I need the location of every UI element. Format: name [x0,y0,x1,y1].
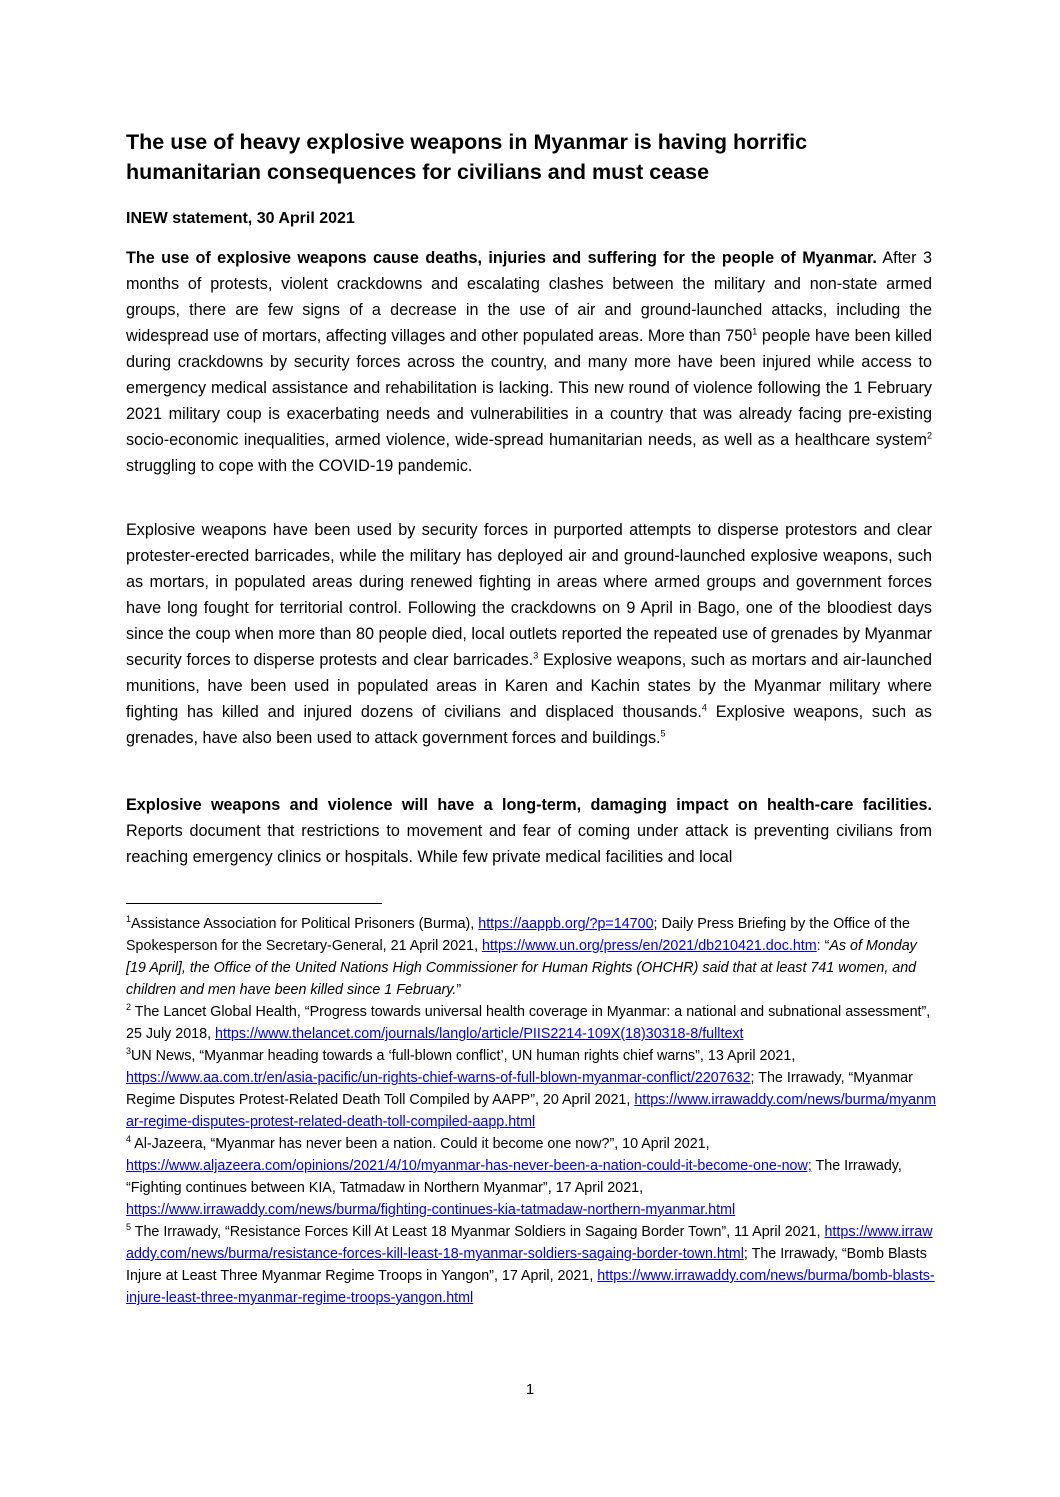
paragraph-2 [126,517,932,751]
footnote-1-text-d: ” [456,982,462,998]
footnote-1 [126,913,936,1001]
footnote-1-text-a: Assistance Association for Political Prisoners (Burma), [131,916,479,932]
footnote-ref-3[interactable]: 3 [533,650,539,661]
paragraph-3-text-a: Reports document that restrictions to movement and fear of coming under attack is preventing civilians from reaching emergency clinics or hospitals. While few private medical facilities and local [126,822,932,866]
footnote-ref-4[interactable]: 4 [701,702,707,713]
footnote-3-number: 3 [126,1046,132,1057]
footnote-5-link-irrawaddy-yangon[interactable]: https://www.irrawaddy.com/news/burma/bomb-blasts-injure-least-three-myanmar-regime-troops-yangon.html [126,1268,935,1306]
footnote-1-number: 1 [126,914,132,925]
paragraph-2-text-c: Explosive weapons, such as grenades, have also been used to attack government forces and buildings. [126,703,932,747]
footnote-3-link-irrawaddy[interactable]: https://www.irrawaddy.com/news/burma/myanmar-regime-disputes-protest-related-death-toll-compiled-aapp.html [126,1092,936,1130]
footnote-ref-2[interactable]: 2 [926,430,932,441]
footnote-2-link-lancet[interactable]: https://www.thelancet.com/journals/langlo/article/PIIS2214-109X(18)30318-8/fulltext [215,1026,744,1042]
footnote-ref-1[interactable]: 1 [752,326,758,337]
footnote-5-number: 5 [126,1222,132,1233]
footnote-3 [126,1045,936,1133]
footnote-4 [126,1133,936,1221]
footnote-2 [126,1001,936,1045]
paragraph-2-text-b: Explosive weapons, such as mortars and air-launched munitions, have been used in populated areas in Karen and Kachin states by the Myanmar military where fighting has killed and injured dozens of civilians and displaced thousands. [126,651,932,721]
footnote-separator [126,903,382,904]
paragraph-1-lead: The use of explosive weapons cause deaths, injuries and suffering for the people of Myanmar. [126,249,877,267]
footnote-5-text-a: The Irrawady, “Resistance Forces Kill At Least 18 Myanmar Soldiers in Sagaing Border Town”, 11 April 2021, [131,1224,825,1240]
footnote-3-link-aa[interactable]: https://www.aa.com.tr/en/asia-pacific/un-rights-chief-warns-of-full-blown-myanmar-conflict/2207632 [126,1070,751,1086]
footnote-1-quote: As of Monday [19 April], the Office of the United Nations High Commissioner for Human Rights (OHCHR) said that at least 741 women, and children and men have been killed since 1 February. [126,938,917,998]
footnotes-section [126,913,936,1309]
paragraph-1-text-a: After 3 months of protests, violent crackdowns and escalating clashes between the military and non-state armed groups, there are few signs of a decrease in the use of air and ground-launched attacks, including the widespread use of mortars, affecting villages and other populated areas. More than 750 [126,249,932,345]
footnote-2-number: 2 [126,1002,132,1013]
paragraph-3 [126,792,932,870]
footnote-4-text-b: The Irrawady, “Fighting continues between KIA, Tatmadaw in Northern Myanmar”, 17 April 2021, [126,1158,902,1196]
footnote-5-text-b: ; The Irrawady, “Bomb Blasts Injure at Least Three Myanmar Regime Troops in Yangon”, 17 April, 2021, [126,1246,927,1284]
paragraph-2-text-a: Explosive weapons have been used by security forces in purported attempts to disperse protestors and clear protester-erected barricades, while the military has deployed air and ground-launched explosive weapons, such as mortars, in populated areas during renewed fighting in areas where armed groups and government forces have long fought for territorial control. Following the crackdowns on 9 April in Bago, one of the bloodiest days since the coup when more than 80 people died, local outlets reported the repeated use of grenades by Myanmar security forces to disperse protests and clear barricades. [126,521,932,669]
document-title: The use of heavy explosive weapons in Myanmar is having horrific humanitarian consequences for civilians and must cease [126,130,808,184]
page-number: 1 [525,1381,535,1398]
footnote-3-text-a: UN News, “Myanmar heading towards a ‘full-blown conflict’, UN human rights chief warns”, 13 April 2021, [131,1048,796,1064]
paragraph-1 [126,245,932,479]
footnote-ref-5[interactable]: 5 [660,728,666,739]
footnote-1-text-b: ; Daily Press Briefing by the Office of the Spokesperson for the Secretary-General, 21 April 2021, [126,916,910,954]
footnote-4-text-a: Al-Jazeera, “Myanmar has never been a nation. Could it become one now?”, 10 April 2021, [131,1136,710,1152]
footnote-1-link-un[interactable]: https://www.un.org/press/en/2021/db210421.doc.htm [482,938,817,954]
footnote-4-number: 4 [126,1134,132,1145]
paragraph-1-text-b: people have been killed during crackdowns by security forces across the country, and many more have been injured while access to emergency medical assistance and rehabilitation is lacking. This new round of violence following the 1 February 2021 military coup is exacerbating needs and vulnerabilities in a country that was already facing pre-existing socio-economic inequalities, armed violence, wide-spread humanitarian needs, as well as a healthcare system [126,327,932,449]
footnote-1-link-aappb[interactable]: https://aappb.org/?p=14700 [478,916,654,932]
paragraph-1-text-c: struggling to cope with the COVID-19 pandemic. [126,457,473,475]
paragraph-3-lead: Explosive weapons and violence will have a long-term, damaging impact on health-care facilities. [126,796,932,814]
document-subtitle: INEW statement, 30 April 2021 [126,210,355,227]
footnote-1-text-c: : “ [816,938,830,954]
footnote-5 [126,1221,936,1309]
footnote-4-link-irrawaddy[interactable]: https://www.irrawaddy.com/news/burma/fighting-continues-kia-tatmadaw-northern-myanmar.html [126,1202,736,1218]
footnote-3-text-b: ; The Irrawady, “Myanmar Regime Disputes Protest-Related Death Toll Compiled by AAPP”, 20 April 2021, [126,1070,913,1108]
footnote-4-link-aljazeera[interactable]: https://www.aljazeera.com/opinions/2021/4/10/myanmar-has-never-been-a-nation-could-it-become-one-now; [126,1158,812,1174]
footnote-5-link-irrawaddy-sagaing[interactable]: https://www.irrawaddy.com/news/burma/resistance-forces-kill-least-18-myanmar-soldiers-sagaing-border-town.html [126,1224,933,1262]
footnote-2-text-a: The Lancet Global Health, “Progress towards universal health coverage in Myanmar: a national and subnational assessment”, 25 July 2018, [126,1004,931,1042]
